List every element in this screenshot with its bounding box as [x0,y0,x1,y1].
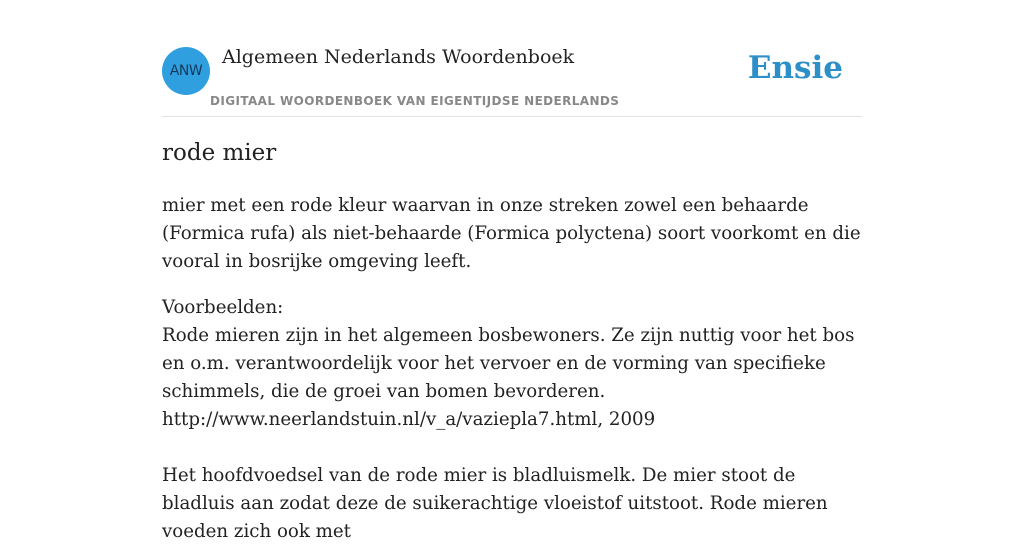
entry-title: rode mier [162,140,277,166]
definition: mier met een rode kleur waarvan in onze streken zowel een behaarde (Formica rufa) als niet-behaarde (Formica polyctena) soort voorkomt en die vooral in bosrijke omgeving leeft. [162,195,861,272]
entry-content [162,192,862,546]
page [162,0,862,542]
example-separator [162,434,862,462]
ensie-logo[interactable]: Ensie [747,50,843,86]
site-title[interactable]: Algemeen Nederlands Woordenboek [222,46,575,68]
site-subtitle: DIGITAAL WOORDENBOEK VAN EIGENTIJDSE NEDERLANDS [210,94,620,108]
anw-logo[interactable]: ANW [162,47,210,95]
example-source: http://www.neerlandstuin.nl/v_a/vaziepla7.html, 2009 [162,409,656,430]
site-header [162,0,862,117]
examples [162,294,862,546]
example-text: Het hoofdvoedsel van de rode mier is bladluismelk. De mier stoot de bladluis aan zodat deze de suikerachtige vloeistof uitstoot. Rode mieren voeden zich ook met [162,465,828,542]
examples-label: Voorbeelden: [162,297,284,318]
example-text: Rode mieren zijn in het algemeen bosbewoners. Ze zijn nuttig voor het bos en o.m. verantwoordelijk voor het vervoer en de vorming van specifieke schimmels, die de groei van bomen bevorderen. [162,325,855,402]
